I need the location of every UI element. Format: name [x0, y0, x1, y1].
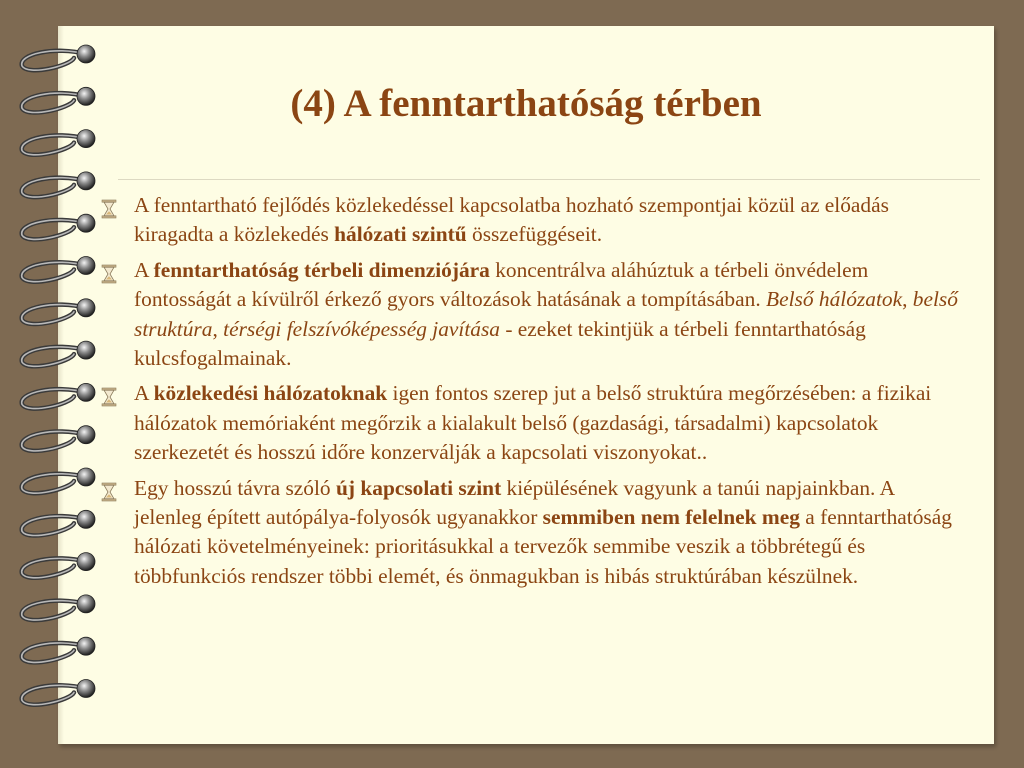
spiral-ring-icon [22, 87, 95, 112]
bullet-text-run: igen fontos szerep jut a belső struktúra megőrzésében: a fizikai hálózatok memóriaként megőrzik a kialakult belső (gazdasági, társadalmi) kapcsolatok szerkezetét és hosszú időre konzerválják a kapcsolati viszonyokat.. [134, 381, 932, 465]
spiral-ring-icon [22, 341, 95, 366]
spiral-ring-icon [22, 595, 95, 620]
bullet-text-run: A [134, 381, 154, 406]
bullet-item [100, 256, 960, 374]
bullet-text-run: , [212, 316, 224, 341]
spiral-ring-icon [22, 299, 95, 324]
bullet-text-run: belső struktúra [134, 287, 958, 341]
spiral-ring-icon [22, 45, 95, 70]
hourglass-icon [100, 387, 118, 407]
bullet-text-run: közlekedési hálózatoknak [153, 381, 388, 406]
bullet-text-run: összefüggéseit. [466, 222, 603, 247]
bullet-text-run: koncentrálva aláhúztuk a térbeli önvédelem fontosságát a kívülről érkező gyors változások hatásának a tompításában. [134, 257, 869, 312]
spiral-ring-icon [22, 680, 95, 705]
bullet-text-run: semmiben nem felelnek meg [542, 505, 800, 530]
bullet-text-run: fenntarthatóság térbeli dimenziójára [153, 257, 490, 282]
spiral-ring-icon [22, 257, 95, 282]
bullet-text-run: A [134, 257, 154, 282]
spiral-ring-icon [22, 637, 95, 662]
spiral-binding [0, 0, 110, 768]
spiral-ring-icon [22, 510, 95, 535]
bullet-text-run: hálózati szintű [334, 222, 467, 247]
bullet-text-run: A fenntartható fejlődés közlekedéssel kapcsolatba hozható szempontjai közül az előadás kiragadta a közlekedés [134, 193, 889, 247]
bullet-text-run: , [902, 287, 913, 312]
spiral-ring-icon [22, 214, 95, 239]
bullet-text-run: - ezeket tekintjük a térbeli fenntarthatóság kulcsfogalmainak. [134, 316, 866, 371]
bullet-text-run: Egy hosszú távra szóló [134, 475, 336, 500]
title-divider [118, 179, 980, 180]
spiral-ring-icon [22, 172, 95, 197]
bullet-list [100, 191, 960, 597]
spiral-ring-icon [22, 383, 95, 408]
bullet-item [100, 191, 960, 250]
slide-title: (4) A fenntarthatóság térben [290, 82, 762, 125]
hourglass-icon [100, 482, 118, 502]
spiral-ring-icon [22, 553, 95, 578]
spiral-ring-icon [22, 426, 95, 451]
hourglass-icon [100, 199, 118, 219]
bullet-text-run: kiépülésének vagyunk a tanúi napjainkban. A jelenleg épített autópálya-folyosók ugyanakkor [134, 475, 894, 530]
bullet-text-run: Belső hálózatok [766, 287, 903, 312]
hourglass-icon [100, 264, 118, 284]
spiral-ring-icon [22, 130, 95, 155]
bullet-text-run: térségi felszívóképesség javítása [223, 316, 500, 341]
bullet-text-run: a fenntarthatóság hálózati követelményeinek: prioritásukkal a tervezők semmibe veszik a többrétegű és többfunkciós rendszer többi elemét, és önmagukban is hibás struktúrában készülnek. [134, 505, 952, 588]
bullet-item [100, 379, 960, 467]
spiral-ring-icon [22, 468, 95, 493]
bullet-item [100, 474, 960, 592]
bullet-text-run: új kapcsolati szint [335, 475, 502, 500]
